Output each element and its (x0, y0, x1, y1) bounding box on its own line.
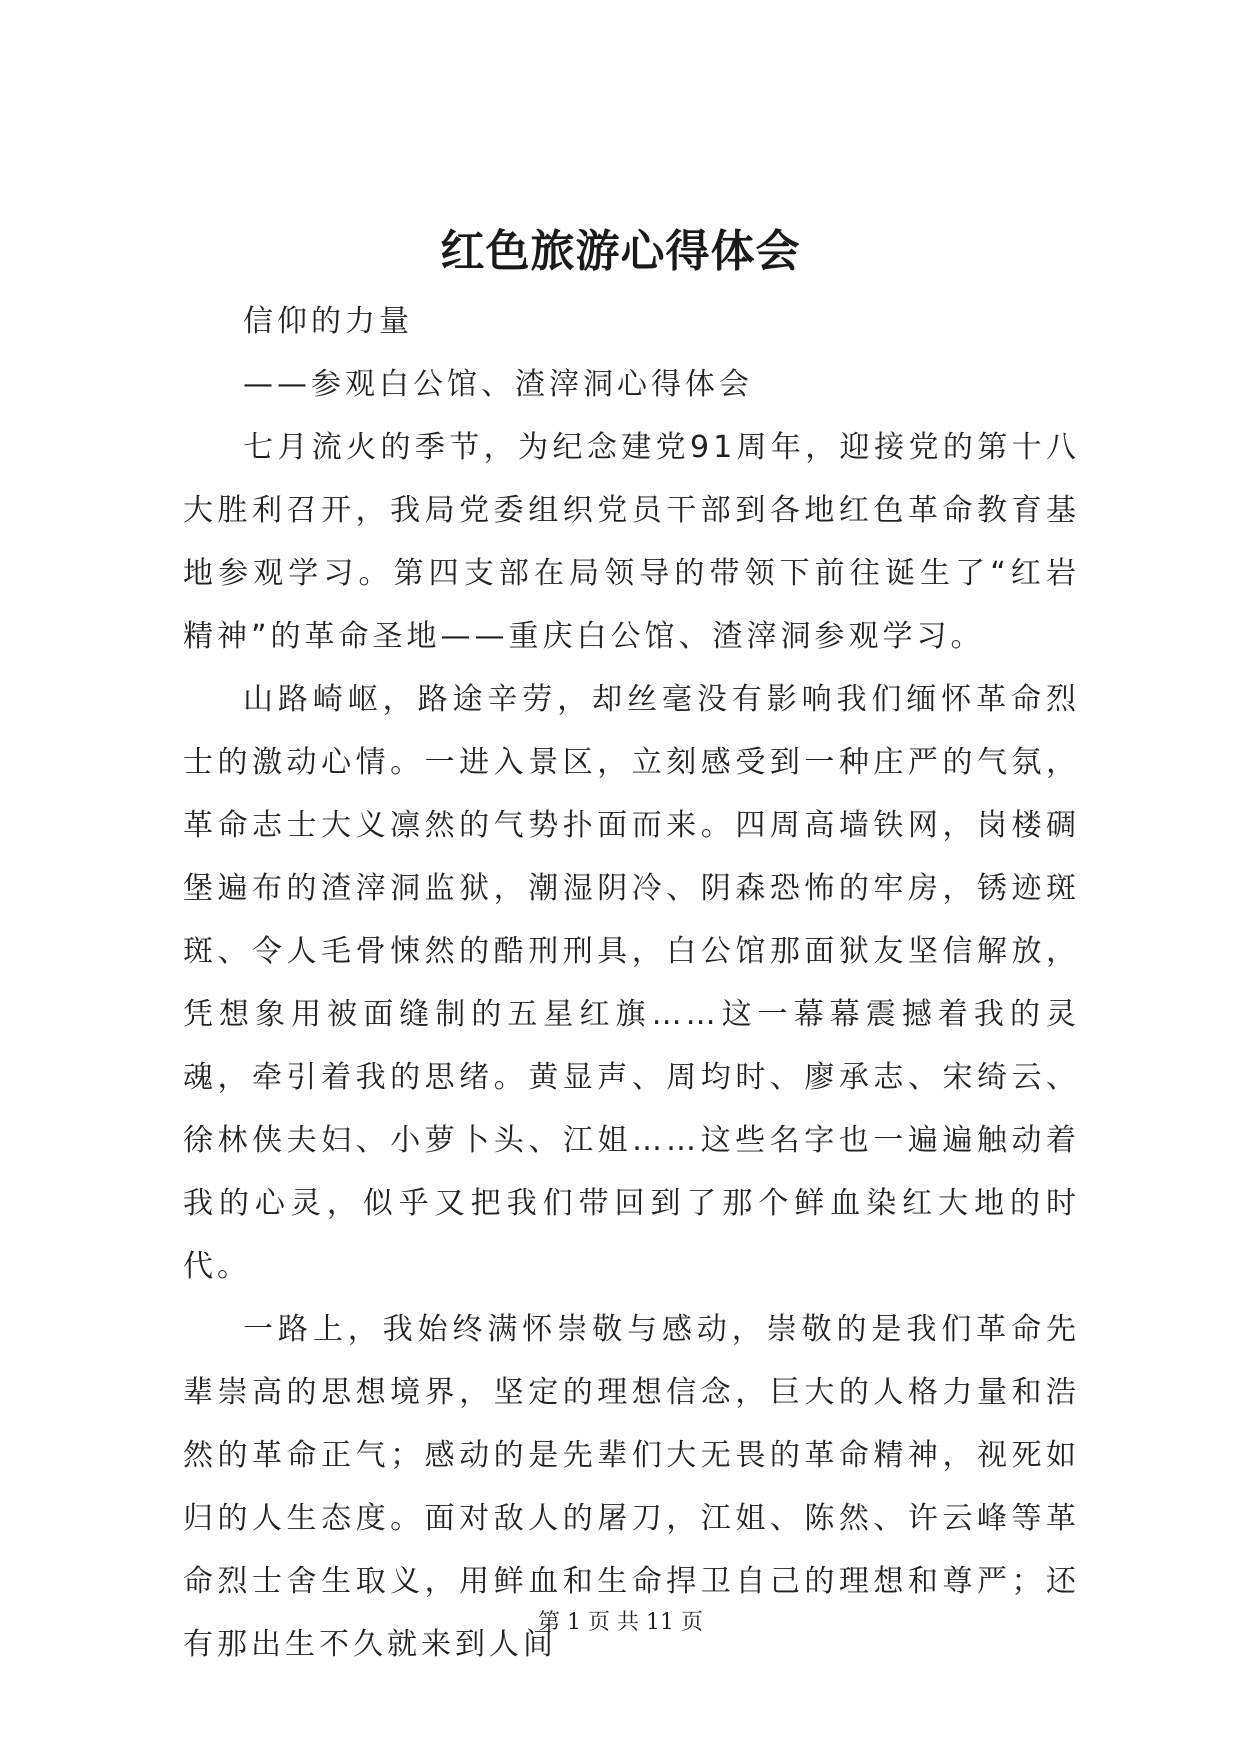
body-paragraph: 山路崎岖，路途辛劳，却丝毫没有影响我们缅怀革命烈士的激动心情。一进入景区，立刻感受到一种庄严的气氛，革命志士大义凛然的气势扑面而来。四周高墙铁网，岗楼碉堡遍布的渣滓洞监狱，潮湿阴冷、阴森恐怖的牢房，锈迹斑斑、令人毛骨悚然的酷刑刑具，白公馆那面狱友坚信解放，凭想象用被面缝制的五星红旗……这一幕幕震撼着我的灵魂，牵引着我的思绪。黄显声、周均时、廖承志、宋绮云、徐林侠夫妇、小萝卜头、江姐……这些名字也一遍遍触动着我的心灵，似乎又把我们带回到了那个鲜血染红大地的时代。 (183, 682, 1080, 1284)
body-paragraph: 一路上，我始终满怀崇敬与感动，崇敬的是我们革命先辈崇高的思想境界，坚定的理想信念，巨大的人格力量和浩然的革命正气；感动的是先辈们大无畏的革命精神，视死如归的人生态度。面对敌人的屠刀，江姐、陈然、许云峰等革命烈士舍生取义，用鲜血和生命捍卫自己的理想和尊严；还有那出生不久就来到人间 (183, 1312, 1080, 1662)
document-body (183, 290, 1080, 1676)
body-paragraph: 七月流火的季节，为纪念建党91周年，迎接党的第十八大胜利召开，我局党委组织党员干部到各地红色革命教育基地参观学习。第四支部在局领导的带领下前往诞生了“红岩精神”的革命圣地——重庆白公馆、渣滓洞参观学习。 (183, 430, 1080, 654)
page-footer: 第 1 页 共 11 页 (538, 1610, 703, 1635)
subtitle-line: ——参观白公馆、渣滓洞心得体会 (243, 367, 753, 402)
subtitle-heading: 信仰的力量 (243, 304, 413, 339)
document-title: 红色旅游心得体会 (440, 226, 801, 277)
